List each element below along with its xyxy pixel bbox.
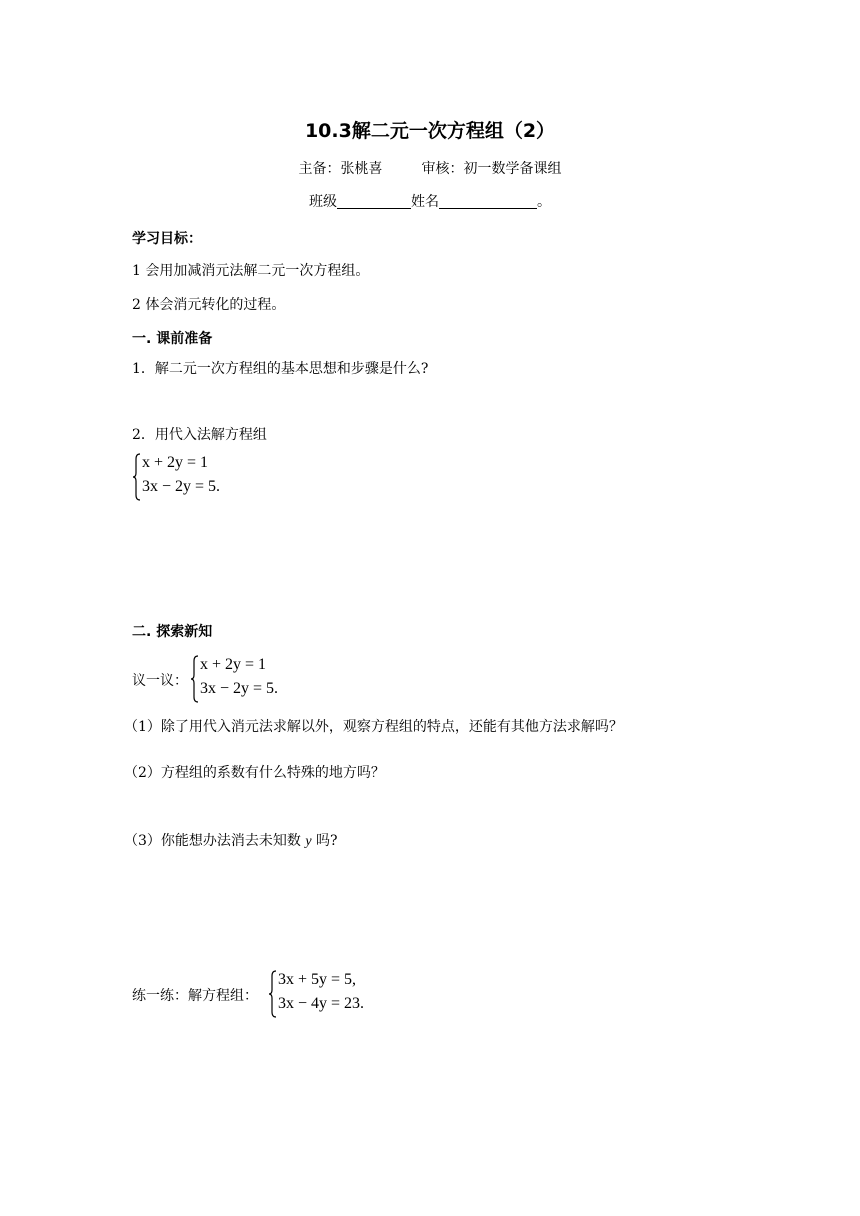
- equation-system-3: [268, 969, 408, 1019]
- equation-system-2: [190, 654, 310, 704]
- equation-2a: x + 2y = 1: [200, 656, 267, 673]
- brace-icon: [268, 969, 278, 1019]
- section1-question-2: 2．用代入法解方程组: [132, 427, 267, 443]
- discuss-label: 议一议：: [132, 673, 188, 689]
- brace-icon: [190, 654, 200, 704]
- section1-question-1: 1．解二元一次方程组的基本思想和步骤是什么?: [132, 361, 429, 377]
- equation-3a: 3x + 5y = 5,: [278, 971, 357, 988]
- q3-text-start: （3）你能想办法消去未知数: [124, 833, 306, 849]
- equation-system-1: [132, 452, 252, 502]
- end-mark: 。: [537, 194, 551, 210]
- equation-1a: x + 2y = 1: [142, 454, 209, 471]
- brace-icon: [132, 452, 142, 502]
- section2-heading: 二. 探索新知: [132, 624, 213, 640]
- q3-text-end: 吗?: [311, 833, 338, 849]
- student-info-line: [0, 191, 860, 211]
- equation-1b: 3x − 2y = 5.: [142, 478, 221, 495]
- class-blank[interactable]: [337, 194, 411, 209]
- section2-question-3: [124, 830, 338, 850]
- main-author: 主备：张桃喜: [298, 161, 383, 177]
- page-title: 10.3解二元一次方程组（2）: [304, 120, 556, 142]
- name-label: 姓名: [411, 194, 439, 210]
- q3-variable: y: [305, 834, 312, 849]
- objective-1: 1 会用加减消元法解二元一次方程组。: [132, 263, 370, 279]
- equation-2b: 3x − 2y = 5.: [200, 680, 279, 697]
- practice-label: 练一练：解方程组：: [132, 988, 258, 1004]
- class-label: 班级: [309, 194, 337, 210]
- objectives-heading: 学习目标：: [132, 231, 202, 247]
- section2-question-1: （1）除了用代入消元法求解以外，观察方程组的特点，还能有其他方法求解吗？: [124, 719, 623, 735]
- section1-heading: 一. 课前准备: [132, 331, 213, 347]
- section2-question-2: （2）方程组的系数有什么特殊的地方吗？: [124, 765, 385, 781]
- authors-line: [0, 158, 860, 178]
- reviewer: 审核：初一数学备课组: [421, 161, 562, 177]
- name-blank[interactable]: [439, 194, 537, 209]
- equation-3b: 3x − 4y = 23.: [278, 995, 365, 1012]
- objective-2: 2 体会消元转化的过程。: [132, 297, 286, 313]
